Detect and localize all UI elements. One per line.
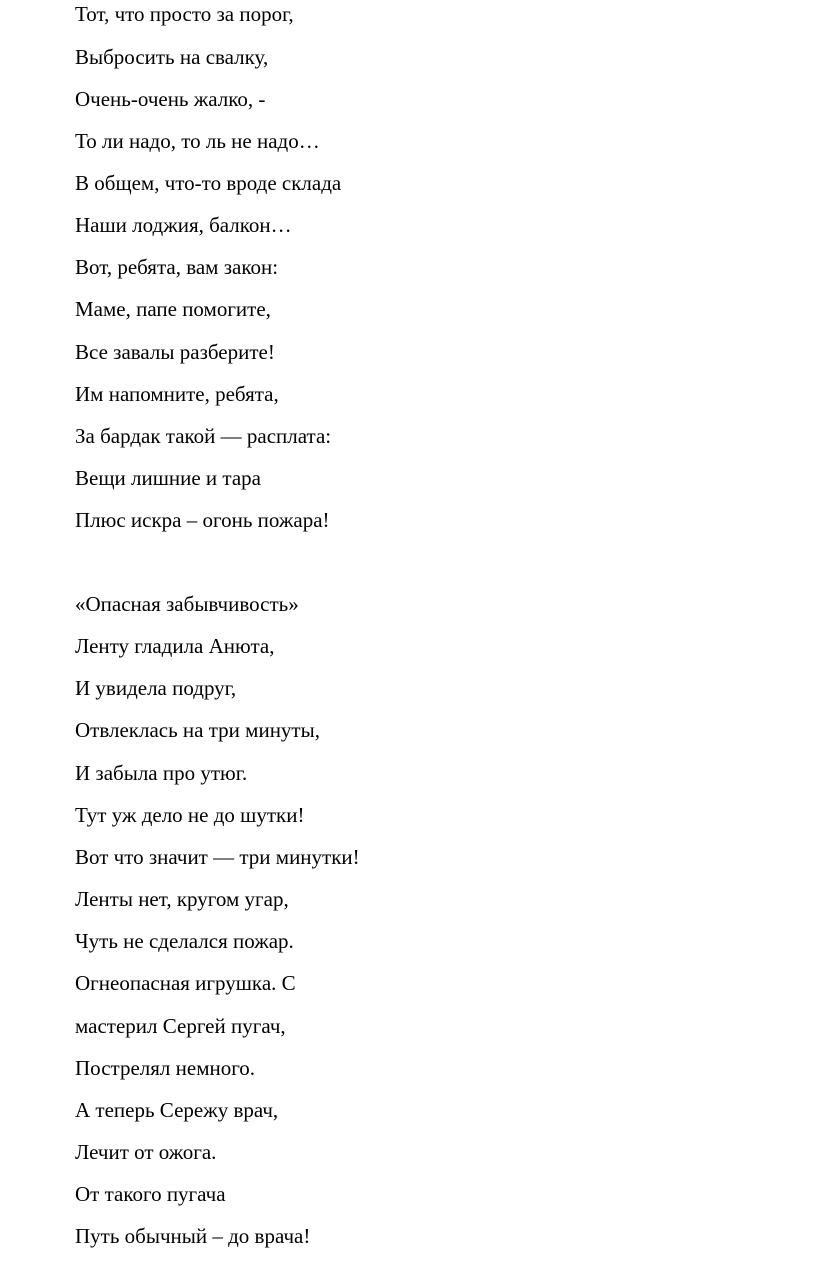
poem-line: А теперь Сережу врач,: [75, 1098, 279, 1122]
poem-line: Отвлеклась на три минуты,: [75, 718, 320, 742]
poem-line: За бардак такой — расплата:: [75, 424, 332, 448]
poem-line: Маме, папе помогите,: [75, 297, 271, 321]
poem-line: Пострелял немного.: [75, 1056, 256, 1080]
poem-line: И увидела подруг,: [75, 676, 237, 700]
poem-line: От такого пугача: [75, 1182, 226, 1206]
poem-line: Им напомните, ребята,: [75, 382, 279, 406]
poem-line: То ли надо, то ль не надо…: [75, 129, 320, 153]
poem-line: Тот, что просто за порог,: [75, 2, 294, 26]
poem-line: Тут уж дело не до шутки!: [75, 803, 305, 827]
poem-line: мастерил Сергей пугач,: [75, 1014, 286, 1038]
poem-line: Наши лоджия, балкон…: [75, 213, 292, 237]
poem-line: Огнеопасная игрушка. С: [75, 971, 296, 995]
poem-line: Выбросить на свалку,: [75, 45, 269, 69]
poem-line: Чуть не сделался пожар.: [75, 929, 294, 953]
poem-line: Вот что значит — три минутки!: [75, 845, 360, 869]
poem-title: «Опасная забывчивость»: [75, 592, 299, 616]
poem-line: Плюс искра – огонь пожара!: [75, 508, 330, 532]
poem-line: Ленту гладила Анюта,: [75, 634, 275, 658]
poem-line: Очень-очень жалко, -: [75, 87, 266, 111]
poem-line: Ленты нет, кругом угар,: [75, 887, 289, 911]
poem-line: Лечит от ожога.: [75, 1140, 217, 1164]
poem-line: И забыла про утюг.: [75, 761, 248, 785]
poem-line: Все завалы разберите!: [75, 340, 275, 364]
poem-line: Путь обычный – до врача!: [75, 1224, 311, 1248]
poem-line: Вот, ребята, вам закон:: [75, 255, 279, 279]
poem-line: Вещи лишние и тара: [75, 466, 261, 490]
poem-line: В общем, что-то вроде склада: [75, 171, 342, 195]
